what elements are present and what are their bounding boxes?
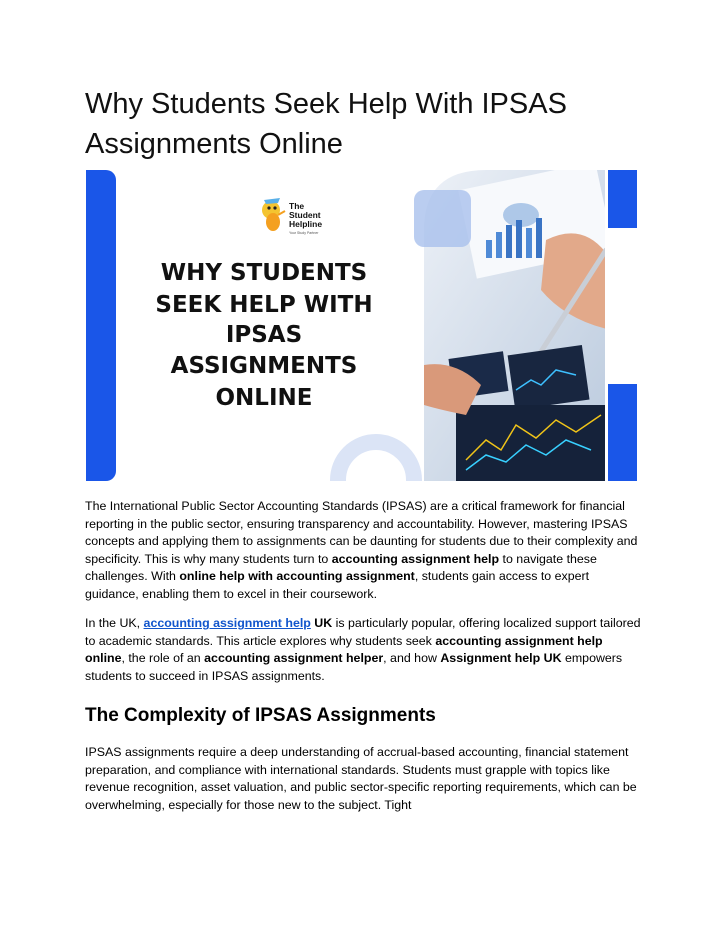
uk-paragraph: In the UK, accounting assignment help UK is particularly popular, offering localized support tailored to academic standards. This article explores why students seek accounting assignment help online, the role of an accounting assignment helper, and how Assignment help UK empowers students to succeed in IPSAS assignments. bbox=[85, 616, 641, 683]
logo-text-line2: Student bbox=[289, 210, 321, 220]
page-title: Why Students Seek Help With IPSAS Assignments Online bbox=[85, 88, 567, 160]
logo-text-line1: The bbox=[289, 201, 305, 211]
headline-line-2: SEEK HELP WITH bbox=[155, 292, 373, 318]
banner-image bbox=[86, 170, 637, 481]
logo-text-line3: Helpline bbox=[289, 219, 323, 229]
right-accent-bar bbox=[608, 170, 637, 481]
headline-line-4: ASSIGNMENTS bbox=[170, 353, 358, 379]
logo-tagline: Your Study Partner bbox=[289, 231, 319, 235]
headline-line-5: ONLINE bbox=[215, 385, 313, 411]
headline-line-1: WHY STUDENTS bbox=[160, 260, 368, 286]
intro-paragraph: The International Public Sector Accounting Standards (IPSAS) are a critical framework for financial reporting in the public sector, ensuring transparency and accountability. However, mastering IPSAS concepts and applying them to assignments can be daunting for students due to their complexity and specificity. This is why many students turn to accounting assignment help to navigate these challenges. With online help with accounting assignment, students gain access to expert guidance, enabling them to excel in their coursework. bbox=[85, 499, 638, 601]
left-accent-bar bbox=[86, 170, 116, 481]
decorative-circle bbox=[338, 442, 414, 481]
headline-line-3: IPSAS bbox=[225, 322, 303, 348]
banner-headline bbox=[155, 260, 372, 411]
accounting-assignment-help-link[interactable]: accounting assignment help bbox=[143, 616, 311, 630]
section-heading: The Complexity of IPSAS Assignments bbox=[85, 705, 436, 726]
complexity-paragraph: IPSAS assignments require a deep understanding of accrual-based accounting, financial statement preparation, and compliance with international standards. Students must grapple with topics like revenue recognition, asset valuation, and public sector-specific reporting requirements, which can be overwhelming, especially for those new to the subject. Tight bbox=[85, 745, 637, 812]
student-helpline-logo bbox=[262, 198, 322, 235]
decorative-square bbox=[414, 190, 471, 247]
